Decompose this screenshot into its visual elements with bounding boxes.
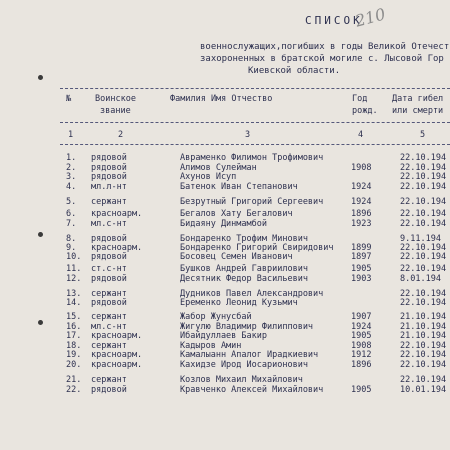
column-number-4: 4 xyxy=(358,130,364,140)
row-date: 22.10.194 xyxy=(400,163,447,173)
row-year: 1924 xyxy=(351,182,372,192)
row-number: 19. xyxy=(66,350,82,360)
handwritten-page-number: 210 xyxy=(353,4,388,31)
row-date: 22.10.194 xyxy=(400,172,447,182)
row-name: Кадыров Амин xyxy=(180,341,242,351)
table-row xyxy=(0,385,450,397)
column-number-2: 2 xyxy=(118,130,124,140)
document-title: СПИСОК xyxy=(305,14,363,27)
subtitle-line-3: Киевской области. xyxy=(248,66,341,76)
header-rule-mid xyxy=(60,122,450,123)
row-rank: мл.с-нт xyxy=(91,219,127,229)
row-date: 22.10.194 xyxy=(400,375,447,385)
row-year: 1924 xyxy=(351,197,372,207)
row-number: 11. xyxy=(66,264,82,274)
header-date: Дата гибел xyxy=(392,94,444,104)
row-year: 1905 xyxy=(351,331,372,341)
row-year: 1905 xyxy=(351,385,372,395)
subtitle-line-1: военнослужащих,погибших в годы Великой Отечест xyxy=(200,42,450,52)
row-date: 22.10.194 xyxy=(400,219,447,229)
row-date: 9.11.194 xyxy=(400,234,441,244)
header-date-2: или смерти xyxy=(392,106,444,116)
row-name: Жигулю Владимир Филиппович xyxy=(180,322,314,332)
row-name: Бондаренко Трофим Минович xyxy=(180,234,308,244)
header-name: Фамилия Имя Отчество xyxy=(170,94,273,104)
row-date: 22.10.194 xyxy=(400,153,447,163)
row-rank: рядовой xyxy=(91,172,127,182)
row-number: 3. xyxy=(66,172,77,182)
row-date: 22.10.194 xyxy=(400,298,447,308)
header-year-2: рожд. xyxy=(352,106,378,116)
row-rank: краснoарм. xyxy=(91,243,143,253)
row-name: Кахидзе Ирод Иосарионович xyxy=(180,360,308,370)
row-name: Кравченко Алексей Михайлович xyxy=(180,385,324,395)
row-number: 8. xyxy=(66,234,77,244)
row-year: 1907 xyxy=(351,312,372,322)
row-number: 4. xyxy=(66,182,77,192)
row-rank: рядовой xyxy=(91,385,127,395)
row-date: 21.10.194 xyxy=(400,322,447,332)
row-number: 2. xyxy=(66,163,77,173)
row-name: Бидаяну Динмамбой xyxy=(180,219,267,229)
row-year: 1896 xyxy=(351,360,372,370)
row-date: 10.01.194 xyxy=(400,385,447,395)
row-year: 1908 xyxy=(351,163,372,173)
row-name: Бегалов Хату Бегалович xyxy=(180,209,293,219)
row-number: 10. xyxy=(66,252,82,262)
row-rank: рядовой xyxy=(91,234,127,244)
subtitle-line-2: захороненных в братской могиле с. Лысовой Гор xyxy=(200,54,444,64)
table-row xyxy=(0,197,450,209)
row-date: 22.10.194 xyxy=(400,182,447,192)
row-name: Козлов Михаил Михайлович xyxy=(180,375,303,385)
row-year: 1896 xyxy=(351,209,372,219)
row-name: Ибайдуллаев Бакир xyxy=(180,331,267,341)
row-name: Десятник Федор Васильевич xyxy=(180,274,308,284)
table-row xyxy=(0,252,450,264)
row-number: 13. xyxy=(66,289,82,299)
row-number: 21. xyxy=(66,375,82,385)
row-rank: сержант xyxy=(91,197,127,207)
row-rank: краснoарм. xyxy=(91,209,143,219)
row-rank: мл.л-нт xyxy=(91,182,127,192)
row-rank: ст.с-нт xyxy=(91,264,127,274)
row-year: 1897 xyxy=(351,252,372,262)
row-date: 22.10.194 xyxy=(400,341,447,351)
row-rank: рядовой xyxy=(91,153,127,163)
row-date: 21.10.194 xyxy=(400,312,447,322)
row-date: 22.10.194 xyxy=(400,243,447,253)
table-row xyxy=(0,219,450,231)
row-rank: сержант xyxy=(91,312,127,322)
row-rank: сержант xyxy=(91,289,127,299)
row-number: 20. xyxy=(66,360,82,370)
row-name: Авраменко Филимон Трофимович xyxy=(180,153,324,163)
row-number: 14. xyxy=(66,298,82,308)
row-year: 1924 xyxy=(351,322,372,332)
row-year: 1923 xyxy=(351,219,372,229)
row-date: 8.01.194 xyxy=(400,274,441,284)
punch-hole xyxy=(38,75,43,80)
row-year: 1903 xyxy=(351,274,372,284)
header-year: Год xyxy=(352,94,368,104)
row-year: 1908 xyxy=(351,341,372,351)
row-date: 22.10.194 xyxy=(400,209,447,219)
column-number-5: 5 xyxy=(420,130,426,140)
row-date: 22.10.194 xyxy=(400,360,447,370)
row-number: 12. xyxy=(66,274,82,284)
row-year: 1912 xyxy=(351,350,372,360)
row-name: Дудников Павел Александрович xyxy=(180,289,324,299)
row-date: 22.10.194 xyxy=(400,289,447,299)
row-number: 1. xyxy=(66,153,77,163)
row-date: 22.10.194 xyxy=(400,197,447,207)
row-rank: краснoарм. xyxy=(91,350,143,360)
row-rank: сержант xyxy=(91,341,127,351)
column-number-1: 1 xyxy=(68,130,74,140)
row-number: 16. xyxy=(66,322,82,332)
row-name: Камалыанн Апалог Ирадкиевич xyxy=(180,350,319,360)
row-name: Бушков Андрей Гавриилович xyxy=(180,264,308,274)
row-number: 5. xyxy=(66,197,77,207)
row-name: Босовец Семен Иванович xyxy=(180,252,293,262)
header-no: № xyxy=(66,94,72,104)
row-name: Батенок Иван Степанович xyxy=(180,182,298,192)
header-rule-bottom xyxy=(60,144,450,145)
table-row xyxy=(0,182,450,194)
row-name: Бондаренко Григорий Свиридович xyxy=(180,243,334,253)
row-rank: краснoарм. xyxy=(91,331,143,341)
row-rank: краснoарм. xyxy=(91,360,143,370)
row-rank: рядовой xyxy=(91,163,127,173)
row-rank: рядовой xyxy=(91,298,127,308)
row-number: 15. xyxy=(66,312,82,322)
row-name: Ахунов Исуп xyxy=(180,172,237,182)
header-rank-2: звание xyxy=(100,106,131,116)
row-date: 21.10.194 xyxy=(400,331,447,341)
table-row xyxy=(0,360,450,372)
row-date: 22.10.194 xyxy=(400,264,447,274)
row-number: 22. xyxy=(66,385,82,395)
row-year: 1899 xyxy=(351,243,372,253)
row-name: Алимов Сулейман xyxy=(180,163,257,173)
row-rank: рядовой xyxy=(91,252,127,262)
row-rank: рядовой xyxy=(91,274,127,284)
table-row xyxy=(0,298,450,310)
row-number: 18. xyxy=(66,341,82,351)
row-date: 22.10.194 xyxy=(400,350,447,360)
row-date: 22.10.194 xyxy=(400,252,447,262)
row-number: 17. xyxy=(66,331,82,341)
row-number: 6. xyxy=(66,209,77,219)
table-row xyxy=(0,274,450,286)
header-rank: Воинское xyxy=(95,94,136,104)
row-number: 9. xyxy=(66,243,77,253)
row-name: Безрутный Григорий Сергеевич xyxy=(180,197,324,207)
row-year: 1905 xyxy=(351,264,372,274)
header-rule-top xyxy=(60,88,450,89)
row-rank: сержант xyxy=(91,375,127,385)
row-rank: мл.с-нт xyxy=(91,322,127,332)
column-number-3: 3 xyxy=(245,130,251,140)
row-name: Еременко Леонид Кузьмич xyxy=(180,298,298,308)
row-name: Жабор Жунусбай xyxy=(180,312,252,322)
row-number: 7. xyxy=(66,219,77,229)
